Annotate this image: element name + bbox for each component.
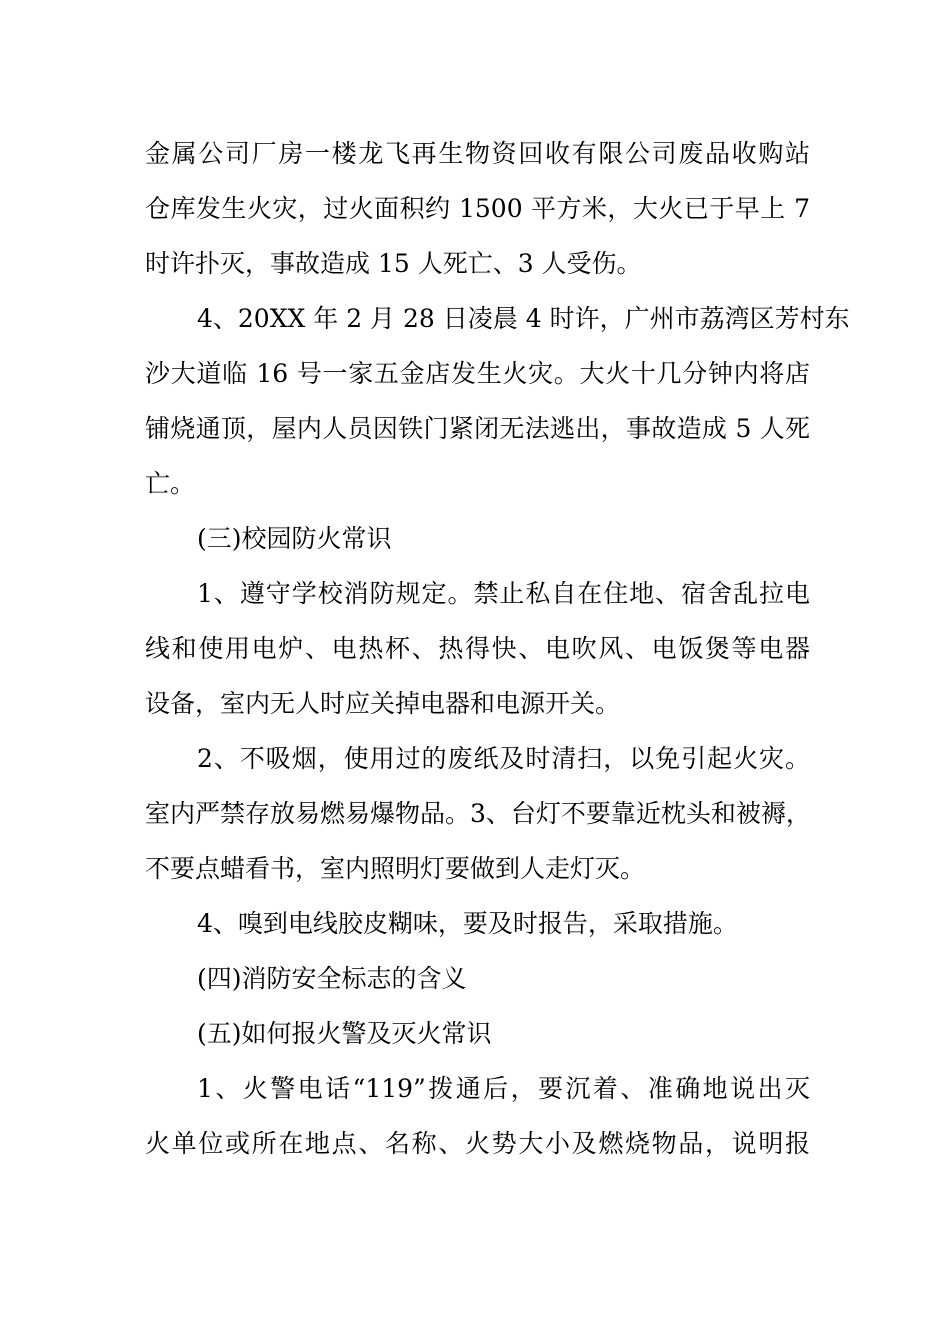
section-heading-fire-safety-signs: (四)消防安全标志的含义 <box>197 964 467 993</box>
text-line: 1、遵守学校消防规定。禁止私自在住地、宿舍乱拉电 <box>197 579 810 608</box>
text-line: 亡。 <box>145 469 196 498</box>
section-heading-campus-fire-safety: (三)校园防火常识 <box>197 524 392 553</box>
text-line: 室内严禁存放易燃易爆物品。3、台灯不要靠近枕头和被褥， <box>145 799 811 828</box>
text-line: 4、20XX 年 2 月 28 日凌晨 4 时许，广州市荔湾区芳村东 <box>197 304 850 333</box>
text-line: 1、火警电话“119”拨通后，要沉着、准确地说出灭 <box>197 1074 810 1103</box>
text-line: 2、不吸烟，使用过的废纸及时清扫，以免引起火灾。 <box>197 744 810 773</box>
text-line: 时许扑灭，事故造成 15 人死亡、3 人受伤。 <box>145 249 642 278</box>
text-line: 线和使用电炉、电热杯、热得快、电吹风、电饭煲等电器 <box>145 634 810 663</box>
text-line: 金属公司厂房一楼龙飞再生物资回收有限公司废品收购站 <box>145 139 810 168</box>
text-line: 仓库发生火灾，过火面积约 1500 平方米，大火已于早上 7 <box>145 194 810 223</box>
text-line: 铺烧通顶，屋内人员因铁门紧闭无法逃出，事故造成 5 人死 <box>145 414 810 443</box>
text-line: 不要点蜡看书，室内照明灯要做到人走灯灭。 <box>145 854 646 883</box>
section-heading-fire-alarm: (五)如何报火警及灭火常识 <box>197 1019 492 1048</box>
text-line: 设备，室内无人时应关掉电器和电源开关。 <box>145 689 621 718</box>
text-line: 沙大道临 16 号一家五金店发生火灾。大火十几分钟内将店 <box>145 359 810 388</box>
document-body <box>145 131 850 1176</box>
text-line: 火单位或所在地点、名称、火势大小及燃烧物品，说明报 <box>145 1129 810 1158</box>
text-line: 4、嗅到电线胶皮糊味，要及时报告，采取措施。 <box>197 909 738 938</box>
